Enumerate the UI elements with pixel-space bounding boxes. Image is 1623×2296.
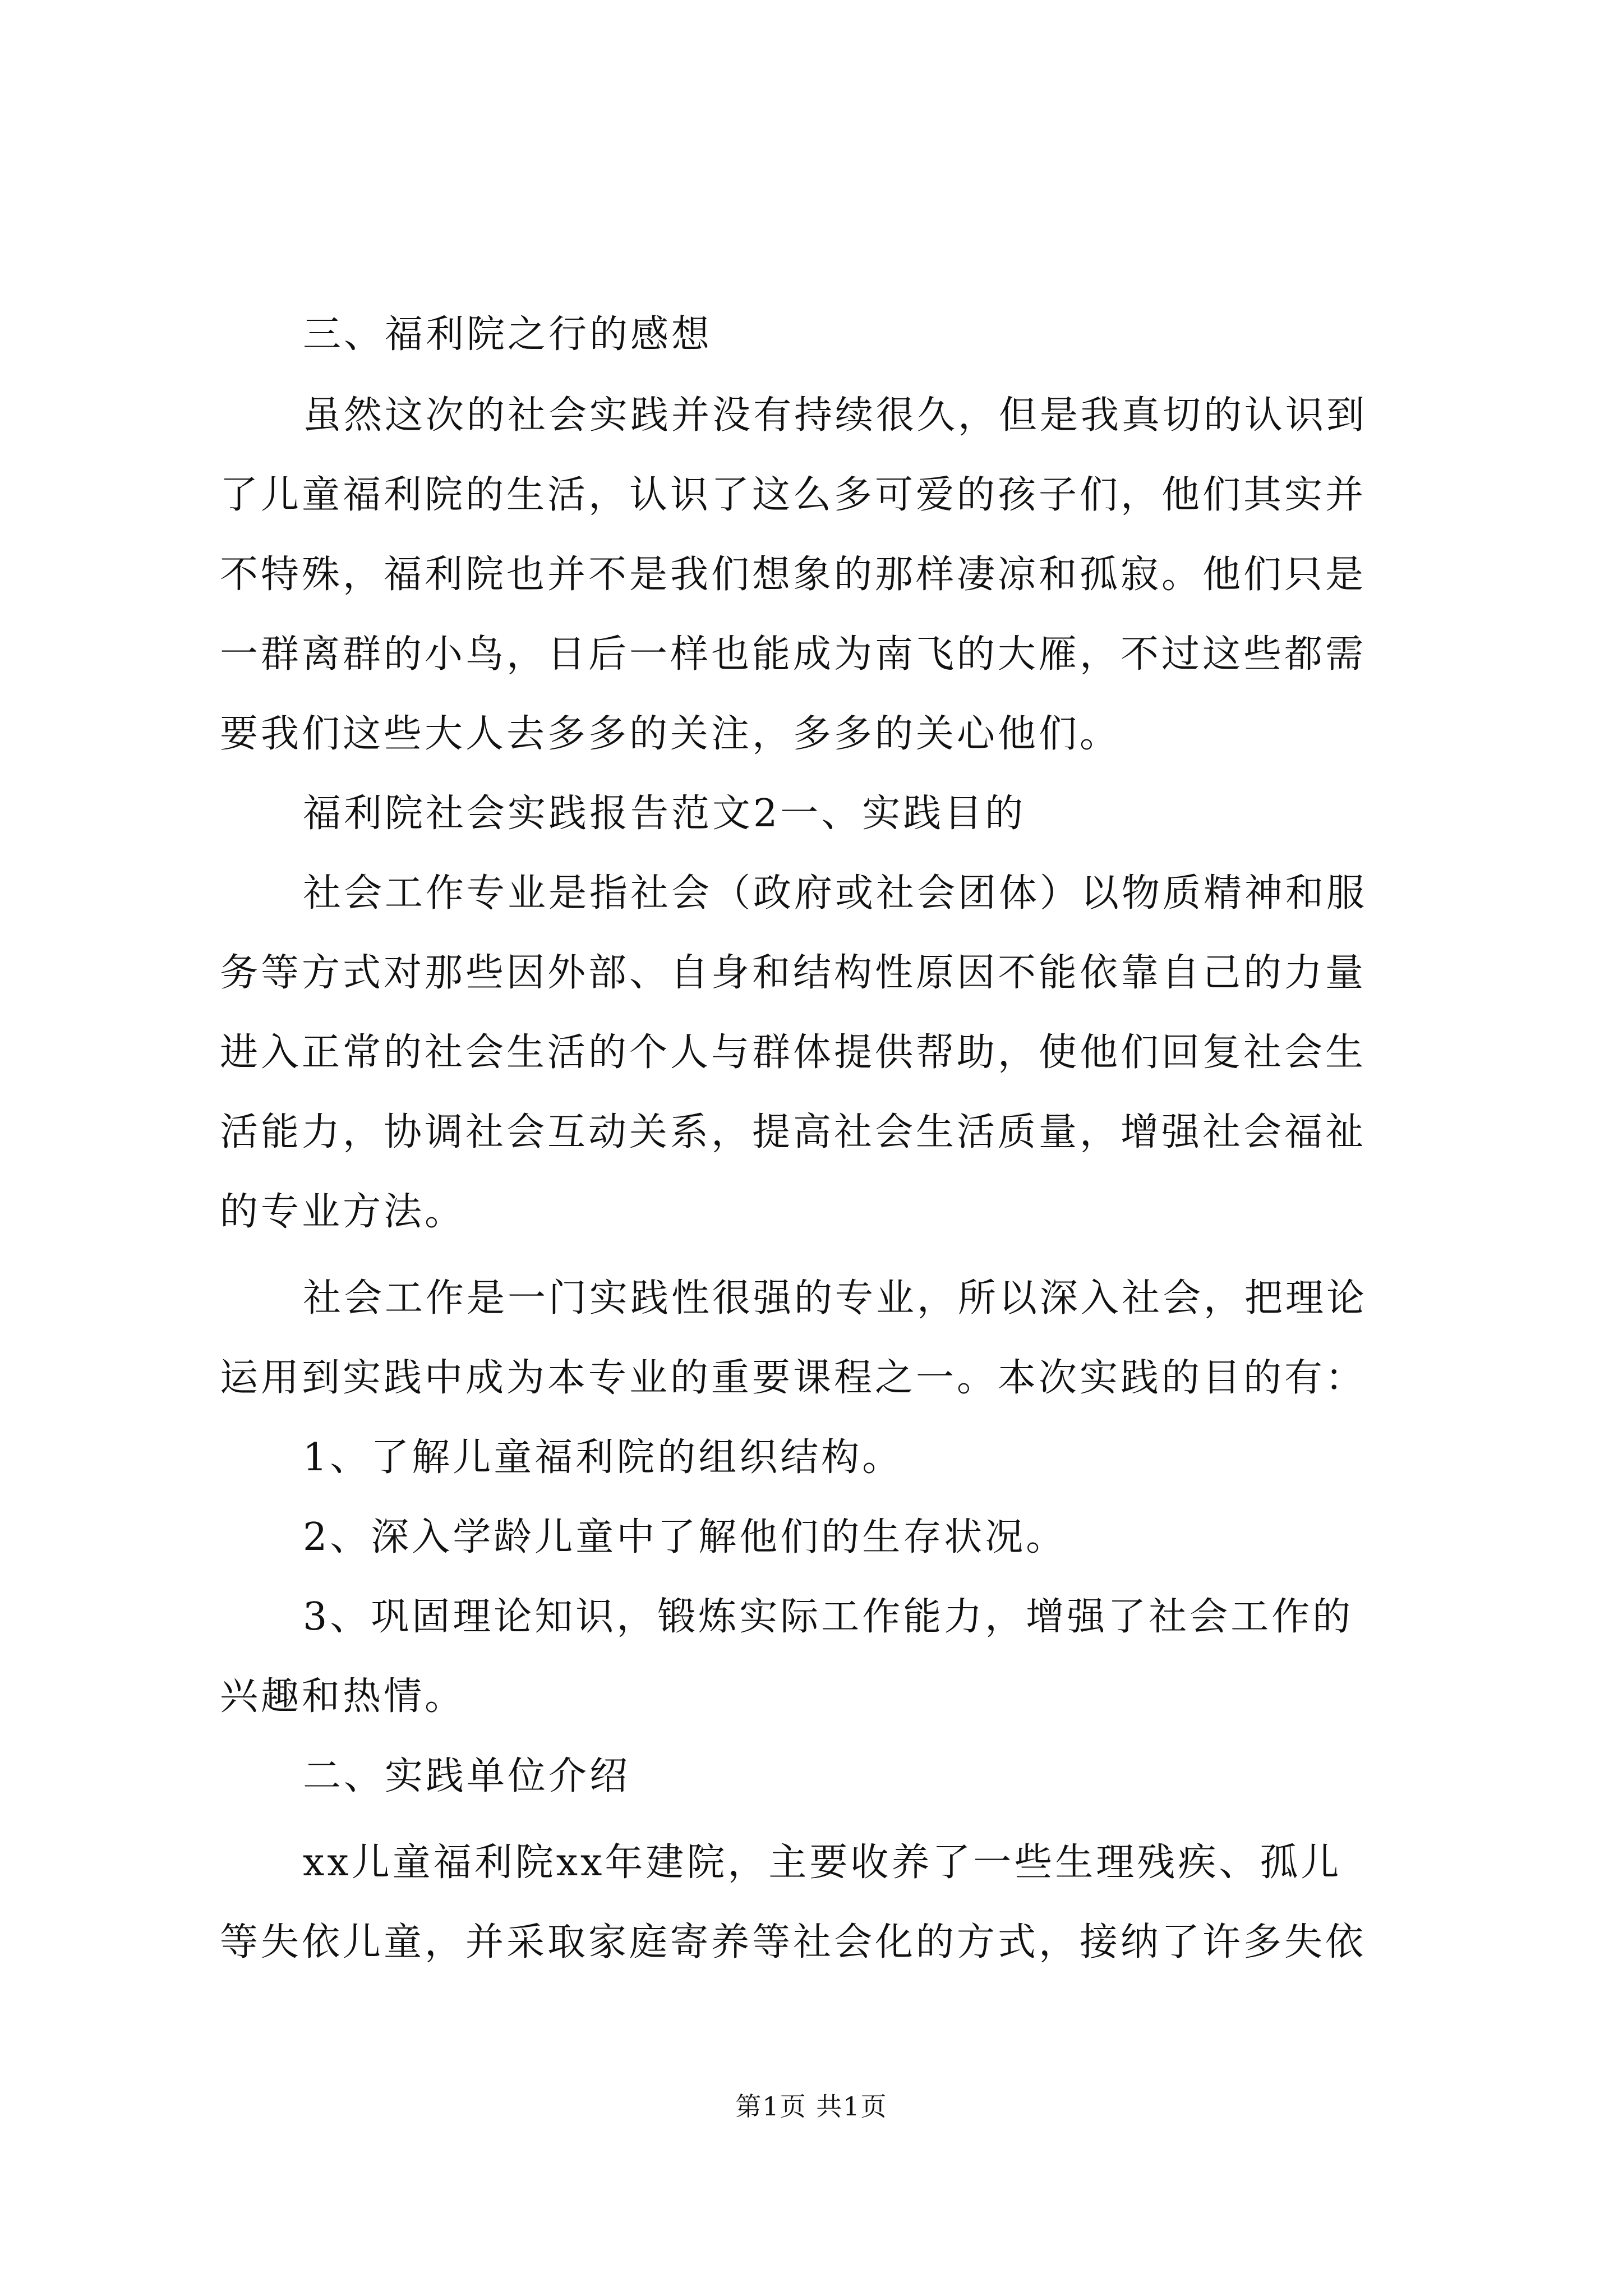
page-footer: 第1页 共1页 [735, 2091, 888, 2122]
paragraph-line: 运用到实践中成为本专业的重要课程之一。本次实践的目的有： [220, 1356, 1367, 1400]
paragraph-line: 了儿童福利院的生活，认识了这么多可爱的孩子们，他们其实并 [220, 473, 1367, 517]
paragraph-line: 进入正常的社会生活的个人与群体提供帮助，使他们回复社会生 [220, 1030, 1367, 1075]
paragraph-line: 社会工作专业是指社会（政府或社会团体）以物质精神和服 [303, 871, 1368, 915]
paragraph-line: 兴趣和热情。 [220, 1674, 466, 1719]
paragraph-line: xx儿童福利院xx年建院，主要收养了一些生理残疾、孤儿 [303, 1841, 1342, 1885]
list-item-2: 2、深入学龄儿童中了解他们的生存状况。 [303, 1515, 1067, 1559]
paragraph-line: 等失依儿童，并采取家庭寄养等社会化的方式，接纳了许多失依 [220, 1920, 1367, 1964]
paragraph-line: 不特殊，福利院也并不是我们想象的那样凄凉和孤寂。他们只是 [220, 553, 1367, 597]
paragraph-line: 的专业方法。 [220, 1190, 466, 1234]
report-title-line: 福利院社会实践报告范文2一、实践目的 [303, 792, 1026, 836]
section-heading-2: 二、实践单位介绍 [303, 1754, 631, 1798]
paragraph-line: 要我们这些大人去多多的关注，多多的关心他们。 [220, 712, 1121, 756]
paragraph-line: 虽然这次的社会实践并没有持续很久，但是我真切的认识到 [303, 393, 1368, 438]
section-heading-3: 三、福利院之行的感想 [303, 312, 713, 357]
list-item-3: 3、巩固理论知识，锻炼实际工作能力，增强了社会工作的 [303, 1595, 1354, 1639]
paragraph-line: 社会工作是一门实践性很强的专业，所以深入社会，把理论 [303, 1276, 1368, 1320]
paragraph-line: 活能力，协调社会互动关系，提高社会生活质量，增强社会福祉 [220, 1110, 1367, 1154]
paragraph-line: 一群离群的小鸟，日后一样也能成为南飞的大雁，不过这些都需 [220, 632, 1367, 677]
list-item-1: 1、了解儿童福利院的组织结构。 [303, 1435, 903, 1480]
paragraph-line: 务等方式对那些因外部、自身和结构性原因不能依靠自己的力量 [220, 951, 1367, 995]
